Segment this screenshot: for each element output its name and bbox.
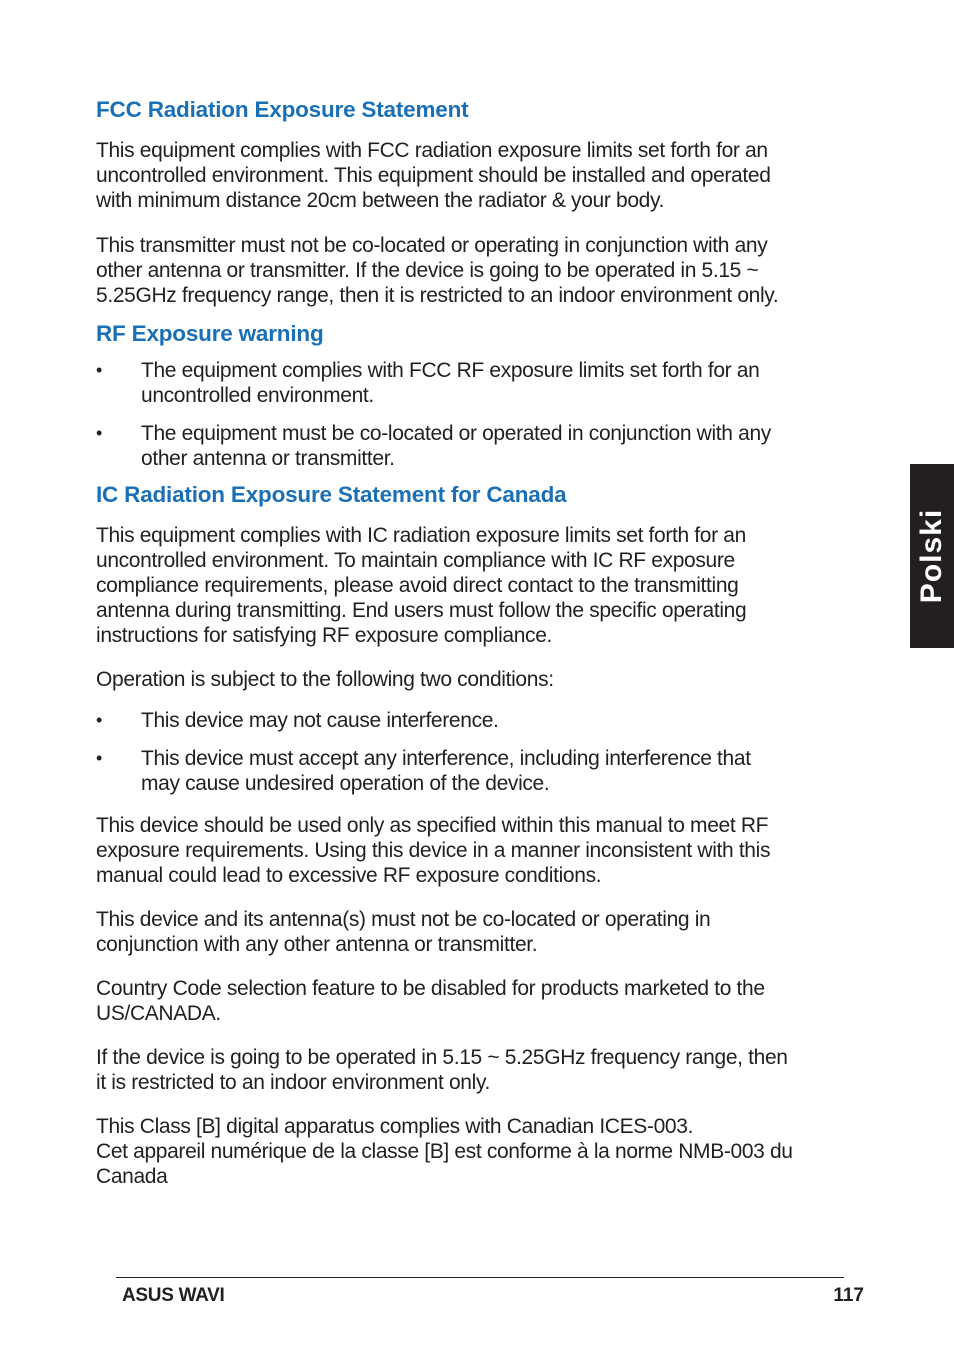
footer-page-number: 117	[833, 1285, 864, 1306]
ic-bullet-list	[96, 708, 858, 796]
bullet-icon: •	[96, 423, 102, 443]
heading-rf: RF Exposure warning	[96, 321, 324, 346]
ic-paragraph-3: This device should be used only as specified within this manual to meet RF exposure requirements. Using this device in a manner inconsistent with this manual could lead to excessive RF exposure conditions.	[96, 814, 771, 887]
ic-paragraph-1: This equipment complies with IC radiation exposure limits set forth for an uncontrolled environment. To maintain compliance with IC RF exposure compliance requirements, please avoid direct contact to the transmitting antenna during transmitting. End users must follow the specific operating instructions for satisfying RF exposure compliance.	[96, 524, 747, 647]
fcc-paragraph-1: This equipment complies with FCC radiation exposure limits set forth for an uncontrolled environment. This equipment should be installed and operated with minimum distance 20cm between the radiator & your body.	[96, 139, 771, 212]
bullet-icon: •	[96, 710, 102, 730]
ic-paragraph-6: If the device is going to be operated in 5.15 ~ 5.25GHz frequency range, then it is restricted to an indoor environment only.	[96, 1046, 788, 1094]
list-item: • This device must accept any interference, including interference that may cause undesired operation of the device.	[96, 747, 751, 795]
ic-paragraph-4: This device and its antenna(s) must not be co-located or operating in conjunction with any other antenna or transmitter.	[96, 908, 711, 956]
list-item: • The equipment must be co-located or operated in conjunction with any other antenna or transmitter.	[96, 422, 771, 470]
ic-paragraph-7: This Class [B] digital apparatus complies with Canadian ICES-003. Cet appareil numérique de la classe [B] est conforme à la norme NMB-003 du Canada	[96, 1115, 793, 1188]
language-tab-label: Polski	[915, 508, 948, 604]
fcc-paragraph-2: This transmitter must not be co-located or operating in conjunction with any other antenna or transmitter. If the device is going to be operated in 5.15 ~ 5.25GHz frequency range, then it is restricted to an indoor environment only.	[96, 234, 779, 307]
footer-divider	[116, 1277, 844, 1278]
heading-ic: IC Radiation Exposure Statement for Canada	[96, 482, 567, 507]
footer-product-name: ASUS WAVI	[122, 1285, 225, 1306]
list-item: • The equipment complies with FCC RF exposure limits set forth for an uncontrolled environment.	[96, 359, 760, 407]
bullet-icon: •	[96, 360, 102, 380]
ic-paragraph-2: Operation is subject to the following two conditions:	[96, 668, 554, 691]
ic-paragraph-5: Country Code selection feature to be disabled for products marketed to the US/CANADA.	[96, 977, 765, 1025]
heading-fcc: FCC Radiation Exposure Statement	[96, 97, 469, 122]
language-tab	[910, 464, 954, 648]
page-content	[96, 96, 858, 1189]
list-item: • This device may not cause interference.	[96, 709, 499, 732]
bullet-icon: •	[96, 748, 102, 768]
rf-bullet-list	[96, 358, 858, 471]
